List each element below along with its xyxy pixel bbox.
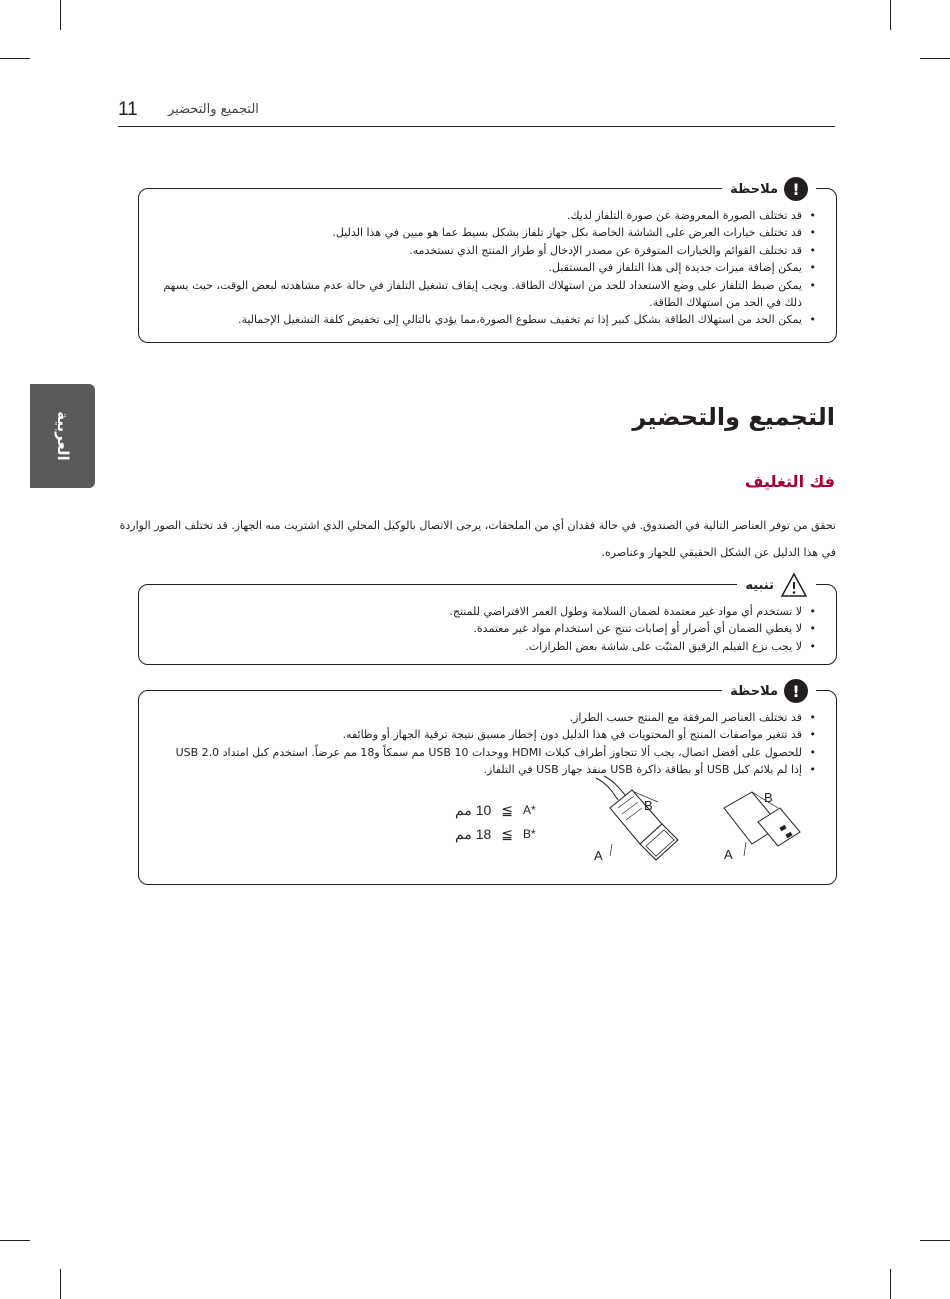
crop-mark xyxy=(890,0,891,30)
note-item: • يمكن ضبط التلفاز على وضع الاستعداد للحد من استهلاك الطاقة. ويجب إيقاف تشغيل التلفاز في حالة عدم مشاهدته لبعض الوقت، حيث يسهم ذلك في الحد من استهلاك الطاقة. xyxy=(149,277,818,312)
limit-symbol: ≦ xyxy=(501,825,514,842)
unpacking-paragraph xyxy=(118,512,836,566)
note-box-general xyxy=(138,179,837,343)
exclamation-icon: ! xyxy=(784,177,808,201)
note-item: • قد تختلف القوائم والخيارات المتوفرة عن مصدر الإدخال أو طراز المنتج الذي تستخدمه. xyxy=(149,242,818,259)
dim-label-a: A xyxy=(724,847,733,862)
caution-header xyxy=(737,571,816,599)
note-item: • قد تختلف الصورة المعروضة عن صورة التلفاز لديك. xyxy=(149,207,818,224)
caution-item: • لا يغطي الضمان أي أضرار أو إصابات تنتج عن استخدام مواد غير معتمدة. xyxy=(149,620,818,637)
note-item: • للحصول على أفضل اتصال، يجب ألا تتجاوز أطراف كبلات HDMI ووحدات USB 10 مم سمكاً و18 مم عرضاً. استخدم كبل امتداد USB 2.0 xyxy=(149,744,818,761)
hdmi-cable-illustration xyxy=(588,774,698,866)
crop-mark xyxy=(60,1269,61,1299)
note-item: • قد تختلف خيارات العرض على الشاشة الخاصة بكل جهاز تلفاز بشكل بسيط عما هو مبين في هذا الدليل. xyxy=(149,224,818,241)
limit-value: 10 مم xyxy=(455,801,492,818)
note-item: • يمكن إضافة ميزات جديدة إلى هذا التلفاز في المستقبل. xyxy=(149,259,818,276)
caution-item: • لا تستخدم أي مواد غير معتمدة لضمان السلامة وطول العمر الافتراضي للمنتج. xyxy=(149,603,818,620)
crop-mark xyxy=(0,58,30,59)
crop-mark xyxy=(0,1240,30,1241)
limit-row-b xyxy=(455,822,543,846)
limit-key: B* xyxy=(523,827,536,841)
note-list xyxy=(149,709,818,779)
caution-item: • لا يجب نزع الفيلم الرقيق المثبّت على شاشة بعض الطرازات. xyxy=(149,638,818,655)
page-header xyxy=(118,98,835,127)
crop-mark xyxy=(890,1269,891,1299)
language-tab xyxy=(30,384,95,488)
crop-mark xyxy=(920,1240,950,1241)
dim-label-b: B xyxy=(644,798,653,813)
usb-size-limits xyxy=(455,798,543,846)
usb-stick-illustration xyxy=(718,788,818,866)
note-item: • قد تختلف العناصر المرفقة مع المنتج حسب الطراز. xyxy=(149,709,818,726)
note-item: • قد تتغير مواصفات المنتج أو المحتويات في هذا الدليل دون إخطار مسبق نتيجة ترقية الجهاز أو وظائفه. xyxy=(149,726,818,743)
limit-value: 18 مم xyxy=(455,825,492,842)
caution-box xyxy=(138,577,837,665)
dim-label-b: B xyxy=(764,790,773,805)
language-tab-label: العربية xyxy=(53,411,72,461)
header-title: التجميع والتحضير xyxy=(168,102,259,117)
section-title: التجميع والتحضير xyxy=(632,403,835,431)
crop-mark xyxy=(60,0,61,30)
caution-label: تنبيه xyxy=(745,577,774,593)
note-item: • إذا لم يلائم كبل USB أو بطاقة ذاكرة USB منفذ جهاز USB في التلفاز. xyxy=(149,761,818,778)
paragraph-line: تحقق من توفر العناصر التالية في الصندوق. في حالة فقدان أي من الملحقات، يرجى الاتصال بالوكيل المحلي الذي اشتريت منه الجهاز. قد تختلف الصور الواردة xyxy=(119,519,836,532)
caution-list xyxy=(149,603,818,655)
limit-symbol: ≦ xyxy=(501,801,514,818)
note-list xyxy=(149,207,818,329)
exclamation-icon: ! xyxy=(784,679,808,703)
dim-label-a: A xyxy=(594,848,603,863)
limit-key: A* xyxy=(523,803,536,817)
note-header xyxy=(722,175,816,203)
limit-row-a xyxy=(455,798,543,822)
note-label: ملاحظة xyxy=(730,181,778,197)
note-item: • يمكن الحد من استهلاك الطاقة بشكل كبير إذا تم تخفيف سطوع الصورة،مما يؤدي بالتالي إلى تخفيض كلفة التشغيل الإجمالية. xyxy=(149,311,818,328)
paragraph-line: في هذا الدليل عن الشكل الحقيقي للجهاز وعناصره. xyxy=(601,546,836,559)
subsection-title: فك التغليف xyxy=(744,472,835,491)
note-header xyxy=(722,677,816,705)
warning-triangle-icon xyxy=(780,572,808,598)
note-label: ملاحظة xyxy=(730,683,778,699)
page-number: 11 xyxy=(118,99,138,120)
crop-mark xyxy=(920,58,950,59)
